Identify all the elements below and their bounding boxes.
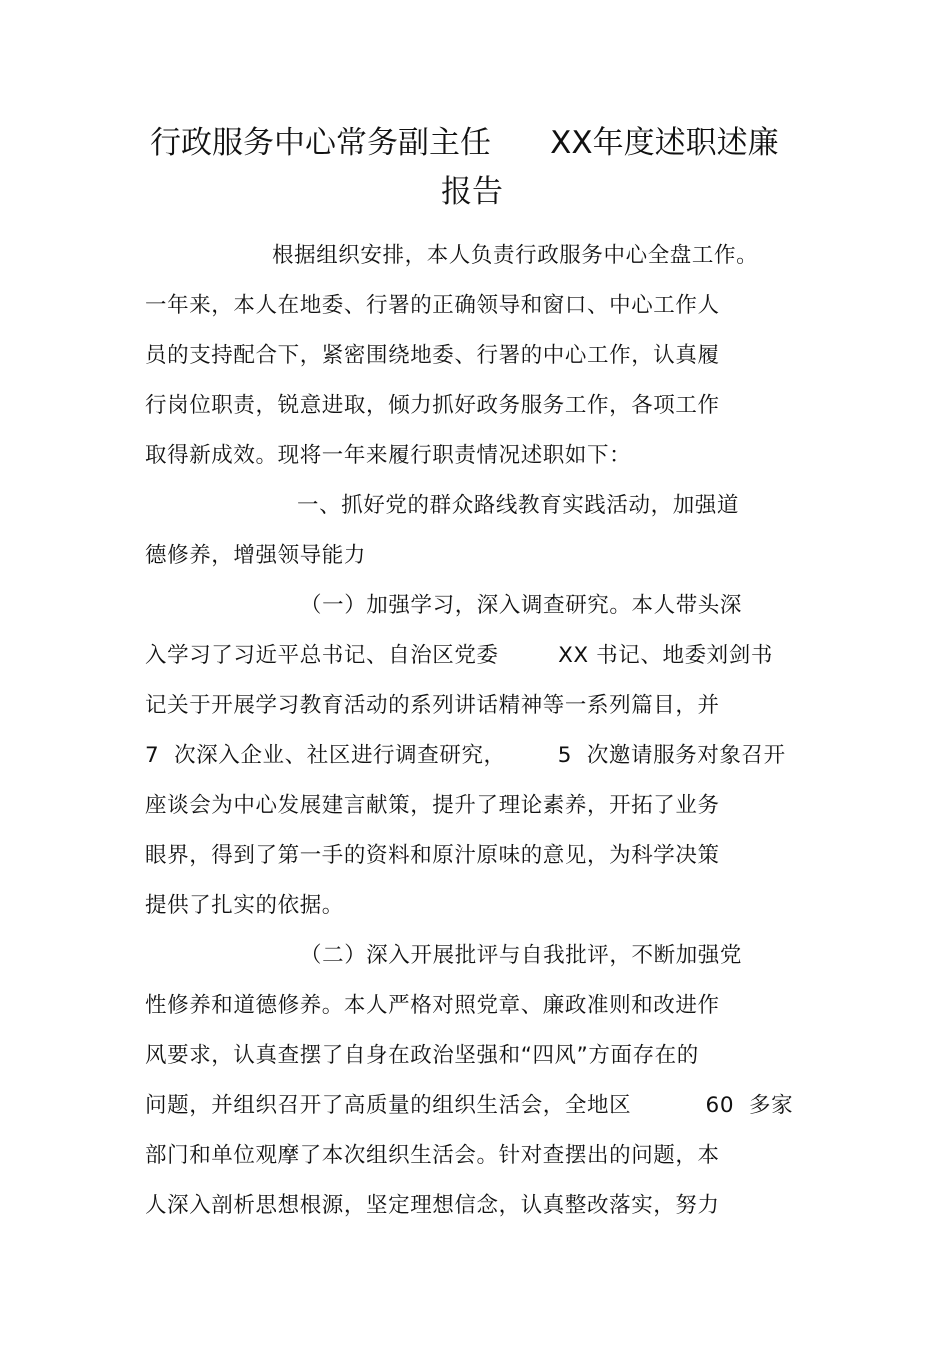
paragraph-1-line-5: 取得新成效。现将一年来履行职责情况述职如下： [145, 443, 632, 468]
paragraph-2-line-4: 7 次深入企业、社区进行调查研究， 5 次邀请服务对象召开 [145, 743, 786, 768]
paragraph-1-line-3: 员的支持配合下，紧密围绕地委、行署的中心工作，认真履 [145, 343, 720, 368]
section-heading-1-line-1: 一、抓好党的群众路线教育实践活动，加强道 [297, 493, 740, 518]
paragraph-2-line-1: （一）加强学习，深入调查研究。本人带头深 [300, 593, 743, 618]
paragraph-3-line-6: 人深入剖析思想根源，坚定理想信念，认真整改落实，努力 [145, 1193, 720, 1218]
paragraph-2-line-2: 入学习了习近平总书记、自治区党委 XX 书记、地委刘剑书 [145, 643, 773, 668]
section-heading-1-line-2: 德修养，增强领导能力 [145, 543, 367, 568]
paragraph-1-line-1: 根据组织安排，本人负责行政服务中心全盘工作。 [272, 243, 759, 268]
paragraph-2-line-5: 座谈会为中心发展建言献策，提升了理论素养，开拓了业务 [145, 793, 720, 818]
paragraph-2-line-3: 记关于开展学习教育活动的系列讲话精神等一系列篇目，并 [145, 693, 720, 718]
paragraph-3-line-2: 性修养和道德修养。本人严格对照党章、廉政准则和改进作 [145, 993, 720, 1018]
document-title-line-1: 行政服务中心常务副主任 XX年度述职述廉 [150, 125, 779, 161]
paragraph-3-line-1: （二）深入开展批评与自我批评，不断加强党 [300, 943, 743, 968]
paragraph-2-line-6: 眼界，得到了第一手的资料和原汁原味的意见，为科学决策 [145, 843, 720, 868]
document-title-line-2: 报告 [441, 174, 503, 210]
paragraph-3-line-4: 问题，并组织召开了高质量的组织生活会，全地区 60 多家 [145, 1093, 794, 1118]
paragraph-3-line-3: 风要求，认真查摆了自身在政治坚强和“四风”方面存在的 [145, 1043, 699, 1068]
paragraph-2-line-7: 提供了扎实的依据。 [145, 893, 344, 918]
paragraph-1-line-4: 行岗位职责，锐意进取，倾力抓好政务服务工作，各项工作 [145, 393, 720, 418]
paragraph-1-line-2: 一年来，本人在地委、行署的正确领导和窗口、中心工作人 [145, 293, 720, 318]
paragraph-3-line-5: 部门和单位观摩了本次组织生活会。针对查摆出的问题，本 [145, 1143, 720, 1168]
